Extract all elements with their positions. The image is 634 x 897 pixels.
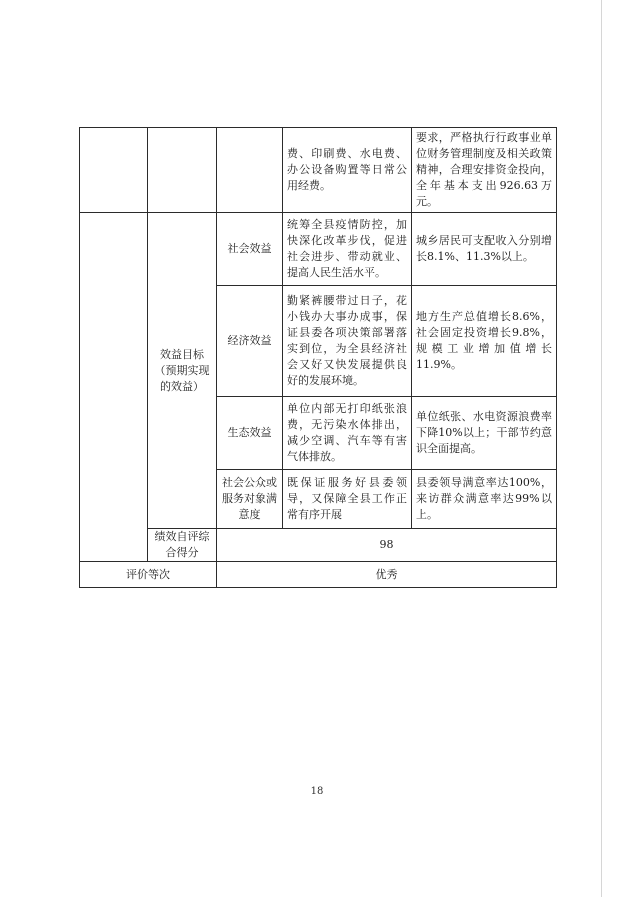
table-row [80, 213, 557, 286]
content-cell: 统筹全县疫情防控，加快深化改革步伐，促进社会进步、带动就业、提高人民生活水平。 [283, 213, 412, 286]
target-cell: 要求，严格执行行政事业单位财务管理制度及相关政策精神，合理安排资金投向，全年基本支出926.63万元。 [412, 128, 557, 213]
grade-label: 评价等次 [80, 562, 217, 588]
benefit-target-label [148, 213, 217, 529]
page-edge-line [601, 0, 602, 897]
table-row [80, 529, 557, 562]
score-label: 绩效自评综合得分 [148, 529, 217, 562]
target-cell: 单位纸张、水电资源浪费率下降10%以上；干部节约意识全面提高。 [412, 397, 557, 470]
empty-cell [80, 213, 148, 562]
table-row [80, 562, 557, 588]
content-cell: 既保证服务好县委领导，又保障全县工作正常有序开展 [283, 470, 412, 529]
target-cell: 地方生产总值增长8.6%，社会固定投资增长9.8%，规模工业增加值增长11.9%。 [412, 286, 557, 397]
row-label-satisfaction: 社会公众或服务对象满意度 [217, 470, 283, 529]
content-cell: 勤紧裤腰带过日子，花小钱办大事办成事，保证县委各项决策部署落实到位，为全县经济社会又好又快发展提供良好的发展环境。 [283, 286, 412, 397]
page-number: 18 [310, 786, 324, 797]
content-cell: 单位内部无打印纸张浪费，无污染水体排出，减少空调、汽车等有害气体排放。 [283, 397, 412, 470]
table-row [80, 128, 557, 213]
performance-table [79, 127, 557, 588]
row-label-ecological: 生态效益 [217, 397, 283, 470]
row-label-economic: 经济效益 [217, 286, 283, 397]
empty-cell [217, 128, 283, 213]
benefit-label-line1: 效益目标 [160, 347, 204, 361]
score-value: 98 [217, 529, 557, 562]
target-cell: 城乡居民可支配收入分别增长8.1%、11.3%以上。 [412, 213, 557, 286]
target-cell: 县委领导满意率达100%，来访群众满意率达99%以上。 [412, 470, 557, 529]
empty-cell [148, 128, 217, 213]
empty-cell [80, 128, 148, 213]
content-cell: 费、印刷费、水电费、办公设备购置等日常公用经费。 [283, 128, 412, 213]
benefit-label-line2: （预期实现的效益） [154, 363, 210, 393]
grade-value: 优秀 [217, 562, 557, 588]
row-label-social: 社会效益 [217, 213, 283, 286]
